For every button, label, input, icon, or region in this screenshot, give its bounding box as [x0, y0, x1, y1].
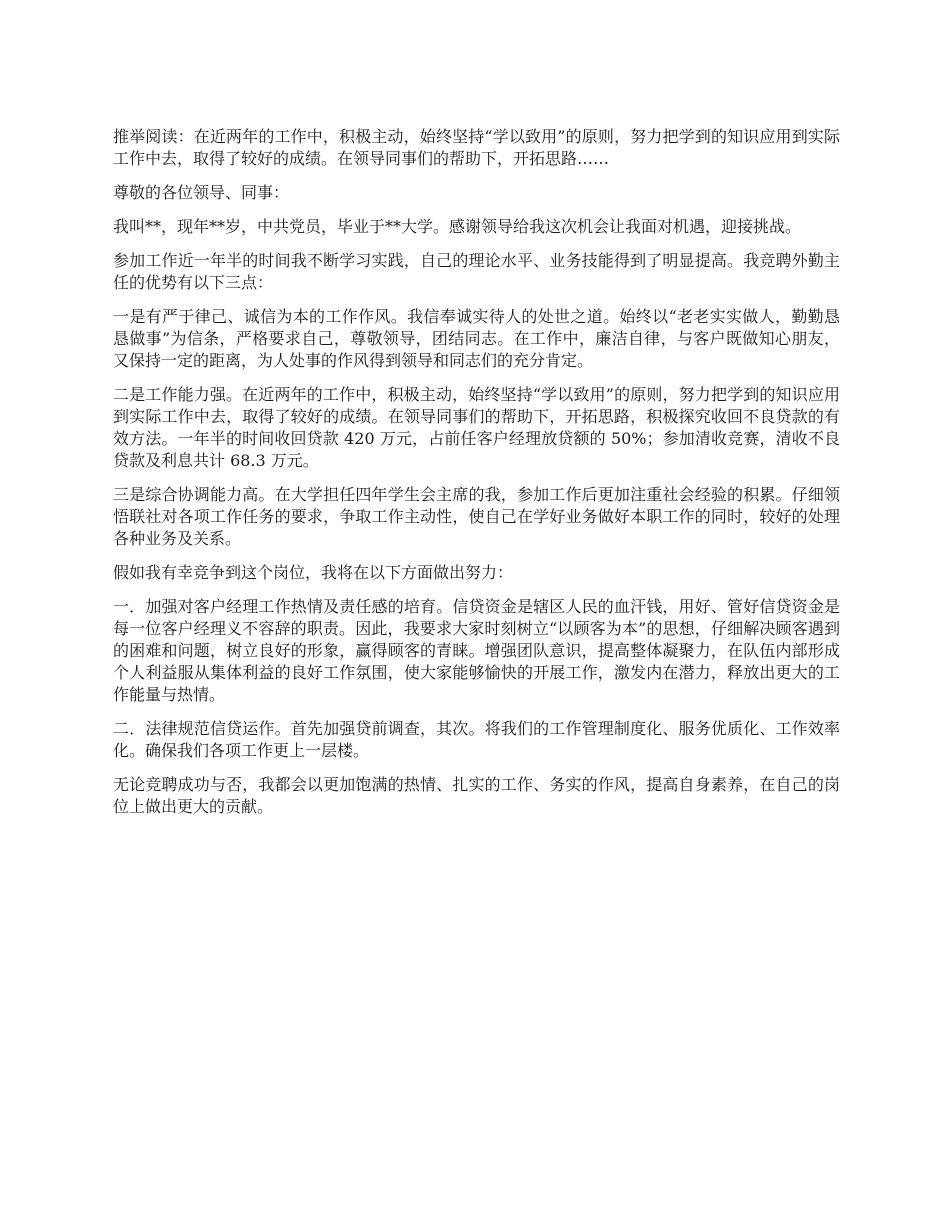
paragraph-efforts-intro: 假如我有幸竞争到这个岗位，我将在以下方面做出努力：	[113, 563, 514, 582]
paragraph-self-introduction: 我叫**，现年**岁，中共党员，毕业于**大学。感谢领导给我这次机会让我面对机遇，迎接挑战。	[113, 217, 802, 236]
paragraph-effort-two: 二．法律规范信贷运作。首先加强贷前调查，其次。将我们的工作管理制度化、服务优质化、工作效率化。确保我们各项工作更上一层楼。	[113, 719, 840, 760]
paragraph-advantage-two: 二是工作能力强。在近两年的工作中，积极主动，始终坚持“学以致用”的原则，努力把学到的知识应用到实际工作中去，取得了较好的成绩。在领导同事们的帮助下，开拓思路，积极探究收回不良贷款的有效方法。一年半的时间收回贷款 420 万元，占前任客户经理放贷额的 50%；参加清收竞赛，清收不良贷款及利息共计 68.3 万元。	[113, 385, 840, 470]
paragraph-closing: 无论竞聘成功与否，我都会以更加饱满的热情、扎实的工作、务实的作风，提高自身素养，在自己的岗位上做出更大的贡献。	[113, 775, 840, 816]
paragraph-effort-one: 一．加强对客户经理工作热情及责任感的培育。信贷资金是辖区人民的血汗钱，用好、管好信贷资金是每一位客户经理义不容辞的职责。因此，我要求大家时刻树立“以顾客为本”的思想，仔细解决顾客遇到的困难和问题，树立良好的形象，赢得顾客的青睐。增强团队意识，提高整体凝聚力，在队伍内部形成个人利益服从集体利益的良好工作氛围，使大家能够愉快的开展工作，激发内在潜力，释放出更大的工作能量与热情。	[113, 597, 840, 704]
document-page	[113, 126, 840, 830]
paragraph-advantage-one: 一是有严于律己、诚信为本的工作作风。我信奉诚实待人的处世之道。始终以“老老实实做人，勤勤恳恳做事”为信条，严格要求自己，尊敬领导，团结同志。在工作中，廉洁自律，与客户既做知心朋友，又保持一定的距离，为人处事的作风得到领导和同志们的充分肯定。	[113, 307, 840, 370]
paragraph-intro: 推举阅读：在近两年的工作中，积极主动，始终坚持“学以致用”的原则，努力把学到的知识应用到实际工作中去，取得了较好的成绩。在领导同事们的帮助下，开拓思路……	[113, 127, 840, 168]
paragraph-advantage-three: 三是综合协调能力高。在大学担任四年学生会主席的我，参加工作后更加注重社会经验的积累。仔细领悟联社对各项工作任务的要求，争取工作主动性，使自己在学好业务做好本职工作的同时，较好的处理各种业务及关系。	[113, 485, 840, 548]
paragraph-advantages-summary: 参加工作近一年半的时间我不断学习实践，自己的理论水平、业务技能得到了明显提高。我竞聘外勤主任的优势有以下三点：	[113, 251, 840, 292]
paragraph-salutation: 尊敬的各位领导、同事：	[113, 183, 290, 202]
